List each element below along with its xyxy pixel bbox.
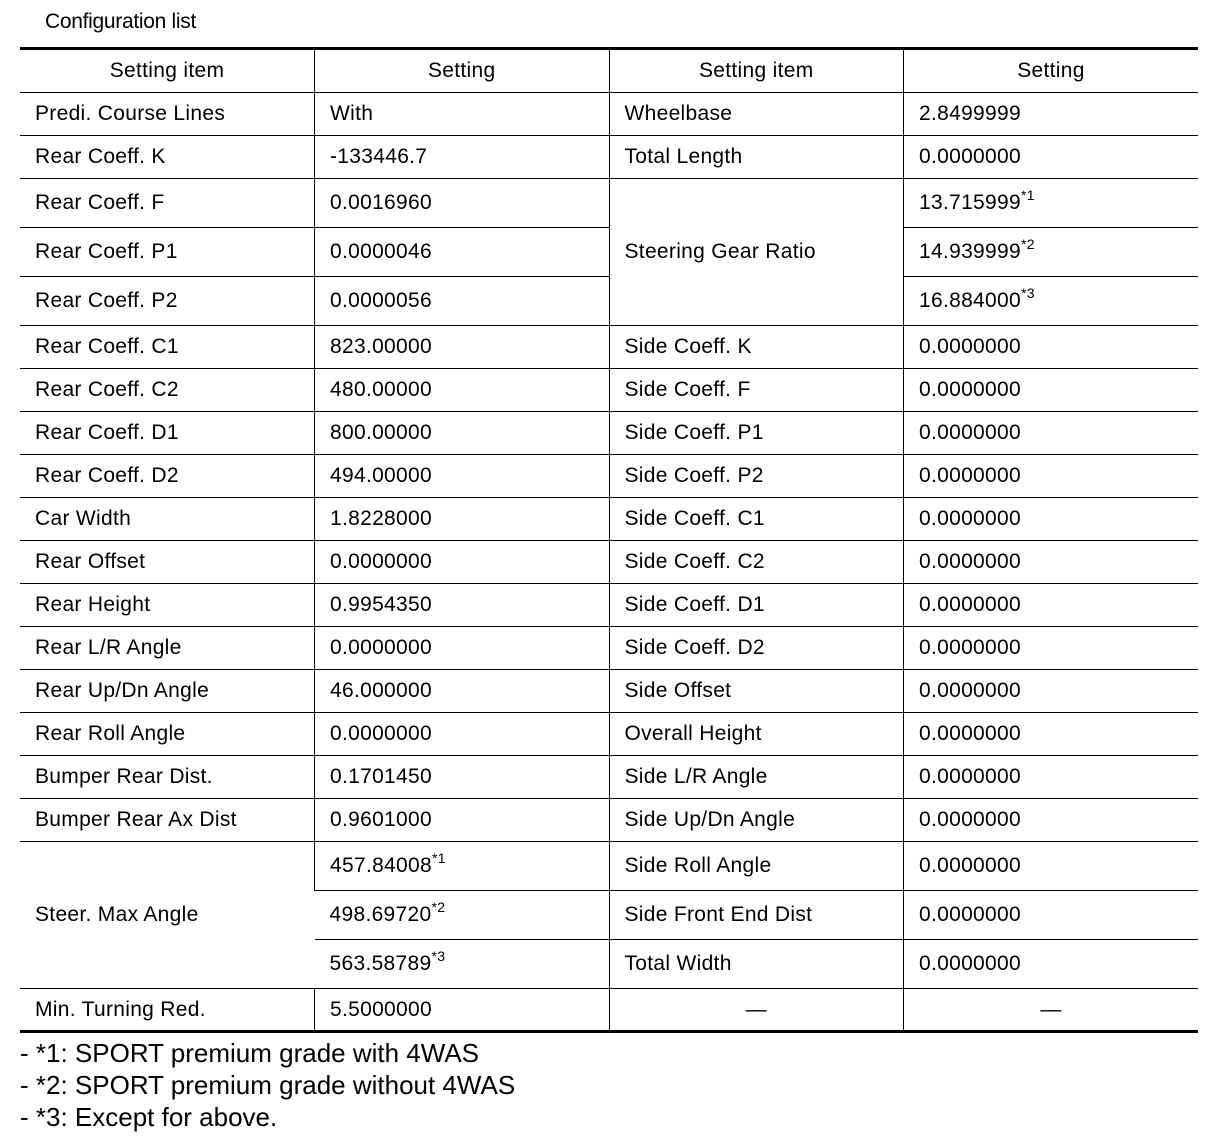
setting-value-cell: 480.00000 bbox=[315, 369, 610, 412]
table-row bbox=[20, 179, 1198, 228]
setting-item-cell: Bumper Rear Dist. bbox=[20, 756, 315, 799]
setting-item-cell: Side Coeff. D1 bbox=[609, 584, 904, 627]
table-row bbox=[20, 326, 1198, 369]
setting-value-cell: 0.0000000 bbox=[904, 326, 1199, 369]
footnote: - *2: SPORT premium grade without 4WAS bbox=[20, 1070, 516, 1100]
setting-item-cell: Side Coeff. P2 bbox=[609, 455, 904, 498]
setting-value-cell: -133446.7 bbox=[315, 136, 610, 179]
setting-value-cell: 0.0000000 bbox=[904, 713, 1199, 756]
setting-item-cell: Rear Coeff. D2 bbox=[20, 455, 315, 498]
setting-value-cell: 0.1701450 bbox=[315, 756, 610, 799]
table-row bbox=[20, 756, 1198, 799]
setting-item-cell: Side Coeff. C2 bbox=[609, 541, 904, 584]
setting-item-cell-steering-gear-ratio: Steering Gear Ratio bbox=[609, 179, 904, 326]
setting-item-cell: Side Offset bbox=[609, 670, 904, 713]
table-row bbox=[20, 93, 1198, 136]
setting-item-cell: Rear Coeff. P2 bbox=[20, 277, 315, 326]
setting-item-cell: Rear Coeff. P1 bbox=[20, 228, 315, 277]
footnotes bbox=[20, 1037, 515, 1133]
footnote-mark: *1 bbox=[431, 850, 446, 866]
steer-max-angle-value: 498.69720 bbox=[329, 903, 432, 926]
setting-value-cell: 2.8499999 bbox=[904, 93, 1199, 136]
setting-item-cell: Rear Offset bbox=[20, 541, 315, 584]
setting-item-cell: Side Coeff. F bbox=[609, 369, 904, 412]
setting-value-cell: 0.9954350 bbox=[315, 584, 610, 627]
setting-item-cell: Side L/R Angle bbox=[609, 756, 904, 799]
footnote-mark: *2 bbox=[1020, 236, 1035, 252]
setting-value-cell: 0.0000000 bbox=[315, 541, 610, 584]
table-caption: Configuration list bbox=[45, 10, 197, 33]
setting-value-cell: 0.0000046 bbox=[315, 228, 610, 277]
footnote-mark: *2 bbox=[431, 899, 446, 915]
setting-item-cell: Side Roll Angle bbox=[609, 842, 904, 891]
setting-value-cell: 494.00000 bbox=[315, 455, 610, 498]
setting-value-cell: With bbox=[315, 93, 610, 136]
setting-value-cell: 0.0000000 bbox=[904, 799, 1199, 842]
setting-value-cell: 0.0000000 bbox=[904, 842, 1199, 891]
setting-value-cell: 823.00000 bbox=[315, 326, 610, 369]
gear-ratio-value: 16.884000 bbox=[919, 289, 1021, 312]
setting-item-cell: Min. Turning Red. bbox=[20, 989, 315, 1032]
footnote: - *1: SPORT premium grade with 4WAS bbox=[20, 1038, 480, 1068]
column-header-setting: Setting bbox=[315, 49, 610, 93]
setting-item-cell: Rear Coeff. F bbox=[20, 179, 315, 228]
setting-value-cell bbox=[315, 891, 610, 940]
setting-value-cell: 0.0000000 bbox=[904, 541, 1199, 584]
setting-value-cell: 0.0000000 bbox=[904, 455, 1199, 498]
setting-value-cell: 0.0000000 bbox=[315, 627, 610, 670]
table-row bbox=[20, 498, 1198, 541]
table-row bbox=[20, 799, 1198, 842]
setting-value-cell: 0.0016960 bbox=[315, 179, 610, 228]
empty-dash-cell: — bbox=[609, 989, 904, 1032]
setting-item-cell: Rear Coeff. K bbox=[20, 136, 315, 179]
setting-item-cell: Total Length bbox=[609, 136, 904, 179]
setting-value-cell: 0.0000000 bbox=[904, 498, 1199, 541]
setting-item-cell: Wheelbase bbox=[609, 93, 904, 136]
setting-item-cell: Total Width bbox=[609, 940, 904, 989]
setting-value-cell: 0.0000000 bbox=[904, 756, 1199, 799]
setting-value-cell: 0.0000000 bbox=[904, 136, 1199, 179]
table-row bbox=[20, 989, 1198, 1032]
setting-value-cell bbox=[904, 277, 1199, 326]
setting-value-cell bbox=[904, 179, 1199, 228]
table-row bbox=[20, 627, 1198, 670]
setting-item-cell: Side Front End Dist bbox=[609, 891, 904, 940]
setting-item-cell: Bumper Rear Ax Dist bbox=[20, 799, 315, 842]
setting-value-cell: 0.0000000 bbox=[315, 713, 610, 756]
table-row bbox=[20, 455, 1198, 498]
setting-item-cell: Rear Height bbox=[20, 584, 315, 627]
setting-value-cell bbox=[904, 228, 1199, 277]
table-row bbox=[20, 670, 1198, 713]
setting-value-cell: 0.0000000 bbox=[904, 369, 1199, 412]
table-row bbox=[20, 541, 1198, 584]
footnote: - *3: Except for above. bbox=[20, 1102, 278, 1132]
setting-item-cell: Rear Up/Dn Angle bbox=[20, 670, 315, 713]
setting-value-cell bbox=[315, 842, 610, 891]
setting-item-cell: Rear L/R Angle bbox=[20, 627, 315, 670]
column-header-setting: Setting bbox=[904, 49, 1199, 93]
setting-item-cell: Car Width bbox=[20, 498, 315, 541]
table-row bbox=[20, 369, 1198, 412]
setting-item-cell: Side Coeff. K bbox=[609, 326, 904, 369]
setting-item-cell: Rear Coeff. D1 bbox=[20, 412, 315, 455]
column-header-setting-item: Setting item bbox=[20, 49, 315, 93]
setting-item-cell: Rear Coeff. C2 bbox=[20, 369, 315, 412]
steer-max-angle-value: 457.84008 bbox=[330, 854, 432, 877]
setting-item-cell: Side Coeff. P1 bbox=[609, 412, 904, 455]
setting-value-cell: 0.0000000 bbox=[904, 891, 1199, 940]
setting-value-cell: 46.000000 bbox=[315, 670, 610, 713]
table-row bbox=[20, 584, 1198, 627]
setting-value-cell: 0.0000000 bbox=[904, 412, 1199, 455]
setting-value-cell: 0.0000000 bbox=[904, 584, 1199, 627]
steer-max-angle-value: 563.58789 bbox=[329, 952, 432, 975]
setting-value-cell: 800.00000 bbox=[315, 412, 610, 455]
setting-item-cell: Overall Height bbox=[609, 713, 904, 756]
setting-value-cell: 0.0000056 bbox=[315, 277, 610, 326]
setting-value-cell: 0.0000000 bbox=[904, 670, 1199, 713]
setting-value-cell: 0.0000000 bbox=[904, 627, 1199, 670]
table-row bbox=[20, 136, 1198, 179]
footnote-mark: *1 bbox=[1020, 187, 1035, 203]
setting-item-cell: Rear Roll Angle bbox=[20, 713, 315, 756]
setting-item-cell: Rear Coeff. C1 bbox=[20, 326, 315, 369]
gear-ratio-value: 13.715999 bbox=[919, 191, 1021, 214]
configuration-table bbox=[20, 47, 1198, 1033]
setting-value-cell: 5.5000000 bbox=[315, 989, 610, 1032]
setting-value-cell: 0.0000000 bbox=[904, 940, 1199, 989]
empty-dash-cell: — bbox=[904, 989, 1199, 1032]
setting-value-cell bbox=[315, 940, 610, 989]
header-row bbox=[20, 49, 1198, 93]
footnote-mark: *3 bbox=[1020, 285, 1035, 301]
footnote-mark: *3 bbox=[431, 948, 446, 964]
setting-item-cell: Predi. Course Lines bbox=[20, 93, 315, 136]
setting-item-cell: Side Coeff. D2 bbox=[609, 627, 904, 670]
table-row bbox=[20, 713, 1198, 756]
setting-value-cell: 1.8228000 bbox=[315, 498, 610, 541]
setting-item-cell-steer-max-angle: Steer. Max Angle bbox=[20, 842, 315, 989]
setting-item-cell: Side Coeff. C1 bbox=[609, 498, 904, 541]
table-row bbox=[20, 412, 1198, 455]
setting-value-cell: 0.9601000 bbox=[315, 799, 610, 842]
setting-item-cell: Side Up/Dn Angle bbox=[609, 799, 904, 842]
gear-ratio-value: 14.939999 bbox=[919, 240, 1021, 263]
column-header-setting-item: Setting item bbox=[609, 49, 904, 93]
table-row bbox=[20, 842, 1198, 891]
